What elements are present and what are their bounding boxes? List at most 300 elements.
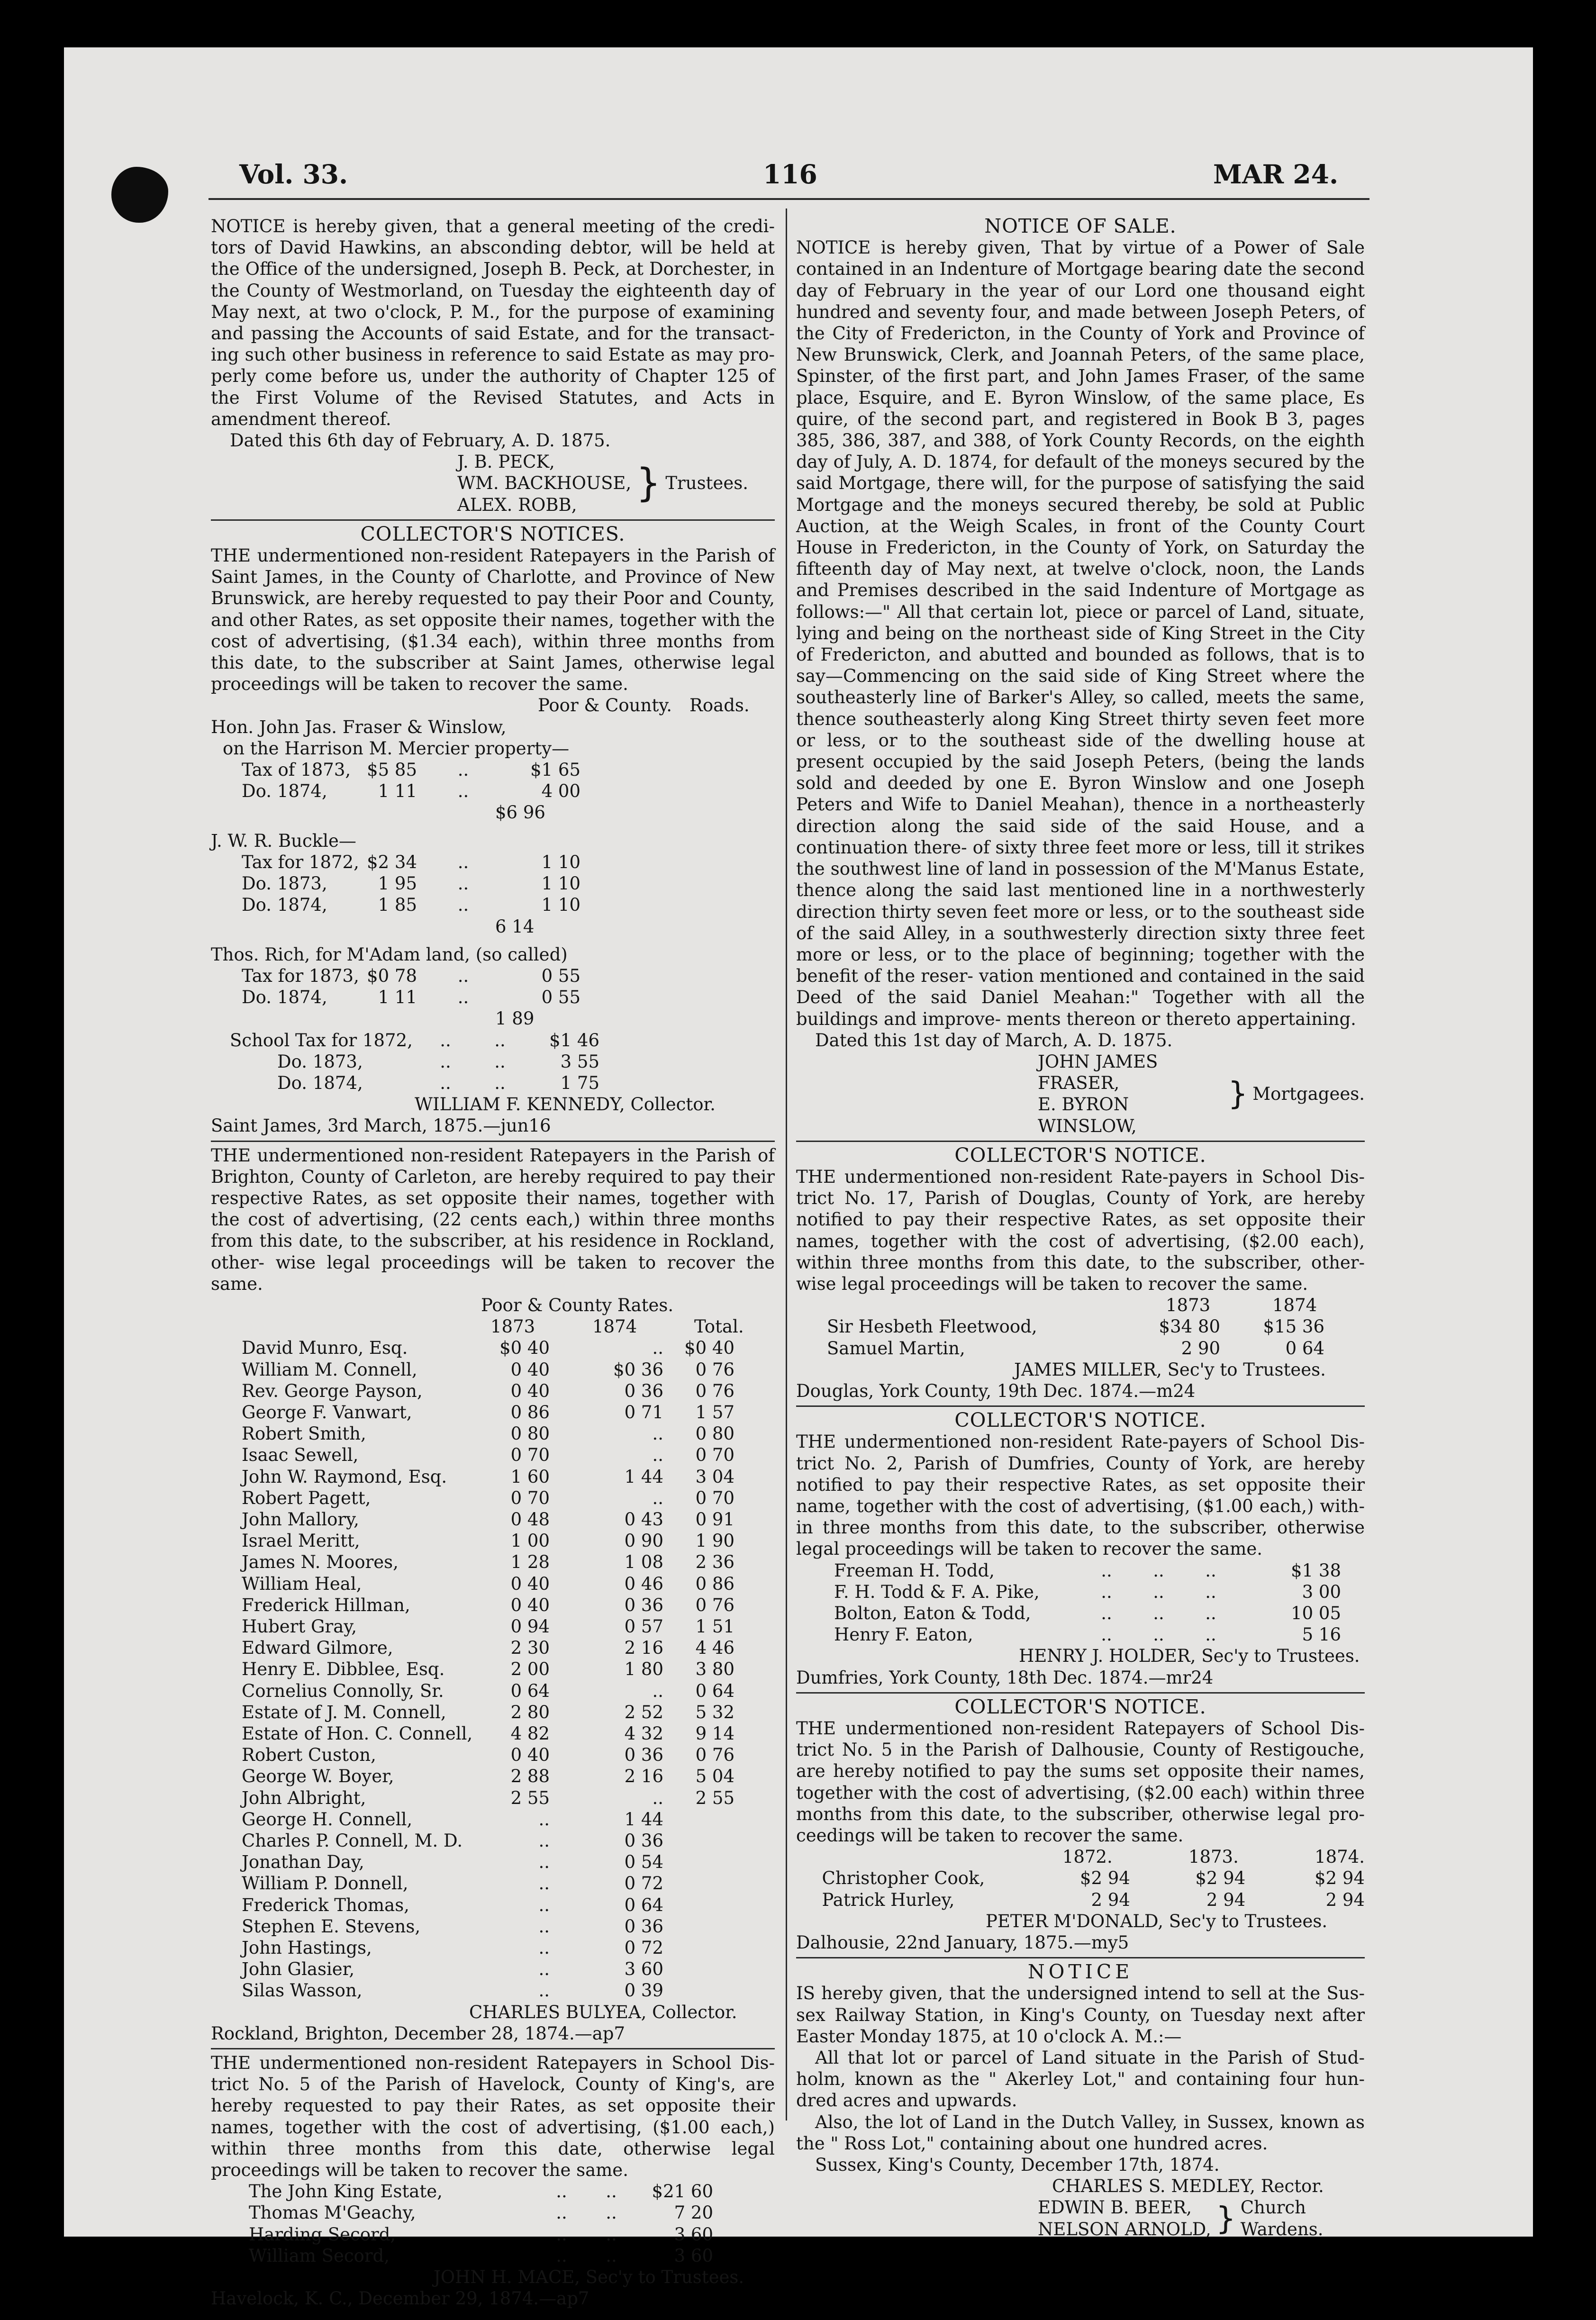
separator <box>211 1141 775 1142</box>
table-cell: 0 70 <box>510 1487 550 1508</box>
year-headings: 1872. 1873. 1874. <box>1062 1847 1365 1867</box>
table-cell: George H. Connell, <box>242 1809 413 1830</box>
table-cell <box>663 1873 735 1894</box>
ratepayer-name: Hon. John Jas. Fraser & Winslow, <box>211 716 507 737</box>
sussex-dated: Sussex, King's County, December 17th, 1874. <box>815 2155 1220 2175</box>
rates-heading: Poor & County Rates. <box>481 1295 674 1315</box>
table-cell: .. <box>457 965 469 986</box>
table-cell <box>211 1958 242 1980</box>
table-cell: 0 76 <box>695 1380 735 1401</box>
table-cell: 1 85 <box>378 895 417 915</box>
table-cell <box>211 1466 242 1487</box>
table-row <box>796 1624 1365 1645</box>
table-cell <box>211 1030 230 1051</box>
notice-text: THE undermentioned non-resident Ratepayers in the Parish of Saint James, in the County of Charlotte, and Province of New Brunswick, are hereby requested to pay their Poor and County, and other Rates, as set opposite their names, together with the cost of advertising, ($1.34 each), within three months from this date, to the subscriber at Saint James, otherwise legal proceedings will be taken to recover the same. <box>211 545 775 695</box>
table-cell: 4 82 <box>510 1723 550 1744</box>
table-cell: .. <box>440 1072 451 1093</box>
table-cell: 0 76 <box>695 1745 735 1766</box>
table-row <box>211 1573 775 1595</box>
table-cell: 1 08 <box>624 1552 663 1573</box>
table-cell: .. <box>494 1030 506 1051</box>
table-cell: Tax for 1873, <box>242 965 359 986</box>
table-cell: 2 16 <box>624 1638 663 1658</box>
table-row <box>796 1581 1365 1603</box>
table-row <box>211 1658 775 1680</box>
table-cell: Israel Meritt, <box>242 1531 360 1551</box>
table-cell: .. <box>538 1809 550 1830</box>
table-cell: .. <box>652 1787 663 1808</box>
table-cell: 0 80 <box>695 1423 735 1444</box>
table-cell: 4 32 <box>624 1723 663 1744</box>
table-cell <box>211 1980 242 2001</box>
table-cell: Bolton, Eaton & Todd, <box>834 1603 1031 1623</box>
brighton-rows <box>211 1337 775 2001</box>
table-row <box>211 1380 775 1402</box>
table-cell <box>796 1560 834 1581</box>
notice-title: NOTICE OF SALE. <box>984 215 1177 237</box>
table-cell: 0 91 <box>695 1509 735 1530</box>
brighton-signature: CHARLES BULYEA, Collector. <box>469 2002 737 2022</box>
table-cell: 0 48 <box>510 1509 550 1530</box>
table-cell: Estate of Hon. C. Connell, <box>242 1723 473 1744</box>
ratepayer-name: J. W. R. Buckle— <box>211 830 356 851</box>
table-cell: .. <box>440 1030 451 1051</box>
notice-text: IS hereby given, that the undersigned intend to sell at the Sus- sex Railway Station, in King's County, on Tuesday next after Easter Monday 1875, at 10 o'clock A. M.:— <box>796 1983 1365 2047</box>
table-cell: William Heal, <box>242 1573 362 1594</box>
table-row <box>211 1595 775 1616</box>
table-cell: 3 80 <box>695 1659 735 1680</box>
table-cell: .. <box>538 1938 550 1958</box>
table-cell: 0 57 <box>624 1616 663 1637</box>
kennedy-school-tax <box>211 1030 775 1094</box>
table-cell: George W. Boyer, <box>242 1766 394 1787</box>
table-cell <box>211 1637 242 1658</box>
school-tax-row <box>211 1030 775 1051</box>
table-cell: .. <box>457 895 469 915</box>
table-cell: .. <box>1101 1560 1112 1581</box>
notice-of-sale <box>796 216 1365 1137</box>
table-cell: Robert Smith, <box>242 1423 366 1444</box>
table-cell: John W. Raymond, Esq. <box>242 1466 447 1487</box>
table-cell: .. <box>538 1980 550 2001</box>
table-cell: .. <box>652 1423 663 1444</box>
table-cell: .. <box>652 1338 663 1359</box>
table-cell: Do. 1874, <box>242 987 327 1008</box>
table-cell: .. <box>606 2224 617 2245</box>
notice-title: NOTICE <box>1027 1960 1134 1984</box>
mcdonald-rows <box>796 1867 1365 1910</box>
table-cell: .. <box>556 2245 567 2266</box>
table-cell <box>211 1530 242 1551</box>
miller-place-date: Douglas, York County, 19th Dec. 1874.—m24 <box>796 1380 1196 1401</box>
table-cell: 9 14 <box>695 1723 735 1744</box>
table-cell <box>663 1958 735 1980</box>
table-cell <box>211 1573 242 1595</box>
table-cell: 10 05 <box>1291 1603 1341 1623</box>
table-cell: 0 64 <box>624 1894 663 1915</box>
table-cell: Cornelius Connolly, Sr. <box>242 1680 444 1701</box>
table-cell: 3 00 <box>1302 1581 1341 1602</box>
table-row <box>211 1980 775 2001</box>
table-cell: $1 65 <box>530 760 580 780</box>
table-cell: John Mallory, <box>242 1509 359 1530</box>
table-cell: Silas Wasson, <box>242 1980 363 2001</box>
table-cell <box>211 1359 242 1380</box>
table-cell: 4 46 <box>695 1638 735 1658</box>
table-cell <box>211 2224 249 2245</box>
table-cell: .. <box>606 2181 617 2202</box>
notice-title: COLLECTOR'S NOTICE. <box>954 1409 1206 1432</box>
table-cell <box>211 1809 242 1830</box>
separator <box>796 1405 1365 1407</box>
table-cell <box>663 1809 735 1830</box>
table-cell: Frederick Hillman, <box>242 1595 410 1615</box>
table-row <box>211 759 775 780</box>
table-cell <box>211 1444 242 1466</box>
separator <box>796 1692 1365 1694</box>
table-cell: $2 94 <box>1195 1868 1246 1889</box>
table-cell: .. <box>440 1051 451 1072</box>
table-cell: 0 71 <box>624 1402 663 1423</box>
table-cell <box>211 1487 242 1509</box>
table-row <box>211 1894 775 1916</box>
table-cell: 3 55 <box>560 1051 599 1072</box>
table-cell <box>211 1380 242 1402</box>
table-cell: 2 80 <box>510 1702 550 1722</box>
table-row <box>211 1359 775 1380</box>
table-cell: $1 46 <box>549 1030 599 1051</box>
notice-text: THE undermentioned non-resident Ratepayers in the Parish of Brighton, County of Carleton, are hereby required to pay their respective Rates, as set opposite their names, together with the cost of advertising, (22 cents each,) within three months from this date, to the subscriber, at his residence in Rockland, other- wise legal proceedings will be taken to recover the same. <box>211 1145 775 1294</box>
table-cell: Thomas M'Geachy, <box>249 2202 416 2223</box>
table-row <box>211 1337 775 1359</box>
table-row <box>211 780 775 802</box>
table-cell: 0 55 <box>541 987 580 1008</box>
table-row <box>211 1766 775 1787</box>
table-cell <box>211 1916 242 1937</box>
table-cell: .. <box>556 2224 567 2245</box>
table-cell: 2 94 <box>1325 1889 1365 1910</box>
table-cell: School Tax for 1872, <box>230 1030 413 1051</box>
table-row <box>211 2224 775 2245</box>
table-cell <box>211 852 242 873</box>
brighton-notice <box>211 1145 775 2045</box>
dumfries-notice <box>796 1410 1365 1688</box>
table-cell <box>211 1830 242 1851</box>
table-cell: Isaac Sewell, <box>242 1445 359 1466</box>
table-cell: 0 80 <box>510 1423 550 1444</box>
table-row <box>211 1744 775 1766</box>
table-cell <box>211 759 242 780</box>
table-row <box>796 1338 1365 1359</box>
table-cell <box>211 987 242 1008</box>
table-cell: $1 38 <box>1291 1560 1341 1581</box>
table-row <box>796 1316 1365 1337</box>
table-cell: .. <box>494 1051 506 1072</box>
table-cell: $21 60 <box>652 2181 713 2202</box>
table-cell: .. <box>652 1487 663 1508</box>
table-row <box>211 852 775 873</box>
table-cell: 0 36 <box>624 1595 663 1615</box>
table-cell: 3 60 <box>674 2245 713 2266</box>
table-cell: Christopher Cook, <box>822 1868 985 1889</box>
table-cell: 4 00 <box>541 781 580 802</box>
holder-place-date: Dumfries, York County, 18th Dec. 1874.—mr24 <box>796 1667 1214 1688</box>
table-cell: .. <box>494 1072 506 1093</box>
table-row <box>211 1444 775 1466</box>
table-cell: .. <box>1153 1603 1164 1623</box>
notice-title: COLLECTOR'S NOTICE. <box>954 1695 1206 1718</box>
table-cell: 2 16 <box>624 1766 663 1787</box>
table-cell <box>663 1916 735 1937</box>
table-cell: 1 10 <box>541 852 580 872</box>
table-cell: 2 52 <box>624 1702 663 1722</box>
table-cell: Harding Secord, <box>249 2224 396 2245</box>
sale-text: NOTICE is hereby given, That by virtue of a Power of Sale contained in an Indenture of Mortgage bearing date the second day of February in the year of our Lord one thousand eight hundred and seventy four, and made between Joseph Peters, of the City of Fredericton, in the County of York and Province of New Brunswick, Clerk, and Joannah Peters, of the same place, Spinster, of the first part, and John James Fraser, of the same place, Esquire, and E. Byron Winslow, of the same place, Es quire, of the second part, and registered in Book B 3, pages 385, 386, 387, and 388, of York County Records, on the eighth day of July, A. D. 1874, for default of the moneys secured by the said Mortgage, there will, for the purpose of satisfying the said Mortgage and the moneys secured thereby, be sold at Public Auction, at the Weigh Scales, in front of the County Court House in Fredericton, in the County of York, on Saturday the fifteenth day of May next, at twelve o'clock, noon, the Lands and Premises described in the said Indenture of Mortgage as follows:—" All that certain lot, piece or parcel of Land, situate, lying and being on the northeast side of King Street in the City of Fredericton, and abutted and bounded as follows, that is to say—Commencing on the said side of King Street where the southeasterly line of Barker's Alley, so called, meets the same, thence southeasterly along King Street thirty seven feet more or less, or to the southeast side of the dwelling house at present occupied by the said Joseph Peters, (being the lands sold and deeded by one E. Byron Winslow and one Joseph Peters and Wife to Daniel Meahan), thence in a northeasterly direction along the said side of the said House, and a continuation there- of sixty three feet more or less, till it strikes the southwest line of land in possession of the M'Manus Estate, thence along the said last mentioned line in a northwesterly direction thirty seven feet more or less, or to the southeast side of the said Alley, in a southwesterly direction sixty three feet more or less, or to the place of beginning; together with the benefit of the reser- vation mentioned and contained in the said Deed of the said Daniel Meahan:" Together with all the buildings and improve- ments thereon or thereto appertaining. <box>796 237 1365 1029</box>
table-cell: 0 46 <box>624 1573 663 1594</box>
table-cell: .. <box>1205 1603 1216 1623</box>
right-column <box>796 216 1365 2240</box>
table-cell: 3 60 <box>674 2224 713 2245</box>
notice-text: THE undermentioned non-resident Ratepayers in School Dis- trict No. 5 of the Parish of Havelock, County of King's, are hereby requested to pay their Rates, as set opposite their names, together with the cost of advertising, ($1.00 each,) within three months from this date, otherwise legal proceedings will be taken to recover the same. <box>211 2053 775 2181</box>
table-cell: 1 11 <box>378 781 417 802</box>
table-cell: Hubert Gray, <box>242 1616 357 1637</box>
table-cell: F. H. Todd & F. A. Pike, <box>834 1581 1040 1602</box>
table-cell: $6 96 <box>495 802 545 823</box>
table-cell: 1 60 <box>510 1466 550 1487</box>
notice-title: COLLECTOR'S NOTICES. <box>360 522 626 545</box>
table-cell: 5 04 <box>695 1766 735 1787</box>
table-cell: .. <box>1205 1581 1216 1602</box>
table-cell: Do. 1873, <box>242 873 327 894</box>
havelock-signature: JOHN H. MACE, Sec'y to Trustees. <box>434 2267 744 2288</box>
table-cell: 0 43 <box>624 1509 663 1530</box>
table-cell: Do. 1874, <box>242 895 327 915</box>
mcdonald-place-date: Dalhousie, 22nd January, 1875.—my5 <box>796 1932 1129 1953</box>
table-cell: $2 34 <box>367 852 417 872</box>
table-cell: 1 44 <box>624 1809 663 1830</box>
holder-signature: HENRY J. HOLDER, Sec'y to Trustees. <box>1019 1646 1360 1667</box>
saint-james-notice <box>211 524 775 1137</box>
table-cell: $0 40 <box>499 1338 550 1359</box>
table-cell <box>211 1937 242 1958</box>
table-cell: Edward Gilmore, <box>242 1638 393 1658</box>
mcdonald-signature: PETER M'DONALD, Sec'y to Trustees. <box>986 1911 1328 1931</box>
table-cell: .. <box>457 781 469 802</box>
separator <box>796 1141 1365 1142</box>
table-cell: William M. Connell, <box>242 1359 417 1380</box>
table-row <box>796 1889 1365 1911</box>
table-cell: 1 11 <box>378 987 417 1008</box>
table-cell: 0 36 <box>624 1831 663 1851</box>
table-cell: John Glasier, <box>242 1959 355 1980</box>
table-cell: $2 94 <box>1315 1868 1365 1889</box>
table-cell: .. <box>1153 1560 1164 1581</box>
table-cell: The John King Estate, <box>249 2181 443 2202</box>
notice-text: THE undermentioned non-resident Ratepayers of School Dis- trict No. 5 in the Parish of Dalhousie, County of Restigouche, are hereby notified to pay the sums set opposite their names, together with the cost of advertising, ($2.00 each) within three months from this date, to the subscriber, otherwise legal pro- ceedings will be taken to recover the same. <box>796 1718 1365 1846</box>
table-cell: .. <box>556 2181 567 2202</box>
miller-rows <box>796 1316 1365 1359</box>
creditors-meeting-notice <box>211 216 775 516</box>
notice-text: THE undermentioned non-resident Rate-payers in School Dis- trict No. 17, Parish of Douglas, County of York, are hereby notified to pay their respective Rates, as set opposite their names, together with the cost of advertising, ($2.00 each), within three months from this date, to the subscriber, other- wise legal proceedings will be taken to recover the same. <box>796 1166 1365 1294</box>
table-row <box>211 1787 775 1809</box>
havelock-notice <box>211 2052 775 2309</box>
table-cell <box>211 1616 242 1637</box>
header-rule <box>209 198 1369 200</box>
table-cell: .. <box>606 2202 617 2223</box>
table-cell: 0 36 <box>624 1380 663 1401</box>
table-cell <box>663 1830 735 1851</box>
table-cell: Freeman H. Todd, <box>834 1560 995 1581</box>
table-cell: $0 40 <box>684 1338 735 1359</box>
mortgagees-signature: JOHN JAMES FRASER, E. BYRON WINSLOW, } Mortgagees. <box>1038 1051 1365 1136</box>
table-cell: .. <box>1101 1624 1112 1645</box>
holder-rows <box>796 1560 1365 1646</box>
table-cell: 0 36 <box>624 1916 663 1937</box>
sale-dated: Dated this 1st day of March, A. D. 1875. <box>815 1030 1173 1051</box>
table-row <box>796 1603 1365 1624</box>
table-cell <box>211 1423 242 1444</box>
table-cell <box>663 1937 735 1958</box>
table-row <box>211 2245 775 2266</box>
table-cell: Tax for 1872, <box>242 852 359 872</box>
table-cell <box>211 1051 277 1072</box>
havelock-place-date: Havelock, K. C., December 29, 1874.—ap7 <box>211 2288 589 2309</box>
table-cell: Do. 1874, <box>242 781 327 802</box>
table-cell: 0 40 <box>510 1745 550 1766</box>
ross-lot-text: Also, the lot of Land in the Dutch Valley, in Sussex, known as the " Ross Lot," containing about one hundred acres. <box>796 2112 1365 2154</box>
table-row <box>211 1551 775 1573</box>
table-cell: Frederick Thomas, <box>242 1894 409 1915</box>
table-row <box>211 1466 775 1487</box>
brighton-place-date: Rockland, Brighton, December 28, 1874.—ap7 <box>211 2023 626 2044</box>
table-cell: .. <box>538 1894 550 1915</box>
table-cell: Stephen E. Stevens, <box>242 1916 421 1937</box>
table-cell: .. <box>1205 1560 1216 1581</box>
trustees-signature: J. B. PECK, WM. BACKHOUSE, ALEX. ROBB, } Trustees. <box>457 452 748 515</box>
table-cell: James N. Moores, <box>242 1552 399 1573</box>
table-row <box>211 1702 775 1723</box>
table-cell: .. <box>457 987 469 1008</box>
table-cell: Robert Custon, <box>242 1745 376 1766</box>
table-cell: 0 54 <box>624 1852 663 1873</box>
table-row <box>211 1680 775 1702</box>
table-cell: Sir Hesbeth Fleetwood, <box>827 1316 1037 1337</box>
table-cell: Do. 1874, <box>277 1072 363 1093</box>
left-column <box>211 216 775 2310</box>
table-cell <box>663 1894 735 1916</box>
table-row <box>211 1809 775 1830</box>
table-cell: 2 36 <box>695 1552 735 1573</box>
table-cell <box>796 1889 822 1911</box>
school-tax-row <box>211 1072 775 1094</box>
table-cell <box>796 1581 834 1603</box>
table-cell: 1 80 <box>624 1659 663 1680</box>
table-cell: 1 51 <box>695 1616 735 1637</box>
table-row <box>211 1530 775 1551</box>
year-headings: 1873 1874 Total. <box>490 1316 744 1337</box>
table-cell: 5 16 <box>1302 1624 1341 1645</box>
table-cell: George F. Vanwart, <box>242 1402 412 1423</box>
havelock-rows <box>211 2181 775 2266</box>
table-row <box>211 1509 775 1530</box>
table-cell: Patrick Hurley, <box>822 1889 955 1910</box>
group-total-row <box>211 1008 775 1029</box>
table-cell: 6 14 <box>495 916 535 937</box>
table-row <box>211 2181 775 2202</box>
kennedy-place-date: Saint James, 3rd March, 1875.—jun16 <box>211 1115 551 1136</box>
table-cell: 0 72 <box>624 1938 663 1958</box>
table-cell <box>211 1551 242 1573</box>
table-cell: 1 00 <box>510 1531 550 1551</box>
table-row <box>211 1958 775 1980</box>
table-row <box>211 1937 775 1958</box>
table-cell: John Hastings, <box>242 1938 372 1958</box>
group-total-row <box>211 916 775 937</box>
table-row <box>211 1616 775 1637</box>
kennedy-groups <box>211 716 775 1030</box>
table-cell <box>211 1337 242 1359</box>
table-cell: 0 90 <box>624 1531 663 1551</box>
table-cell <box>211 1658 242 1680</box>
table-cell: .. <box>1101 1581 1112 1602</box>
meeting-text: NOTICE is hereby given, that a general meeting of the credi- tors of David Hawkins, an absconding debtor, will be held at the Office of the undersigned, Joseph B. Peck, at Dorchester, in the County of Westmorland, on Tuesday the eighteenth day of May next, at two o'clock, P. M., for the purpose of examining and passing the Accounts of said Estate, and for the transact- ing such other business in reference to said Estate as may pro- perly come before us, under the authority of Chapter 125 of the First Volume of the Revised Statutes, and Acts in amendment thereof. <box>211 216 775 429</box>
table-cell <box>211 1702 242 1723</box>
table-cell: .. <box>556 2202 567 2223</box>
table-row <box>211 1830 775 1851</box>
table-cell: $0 36 <box>613 1359 663 1380</box>
table-cell <box>796 1624 834 1645</box>
table-cell: 0 72 <box>624 1873 663 1894</box>
table-cell: 1 95 <box>378 873 417 894</box>
table-cell: .. <box>538 1873 550 1894</box>
group-total-row <box>211 802 775 823</box>
table-cell <box>211 873 242 894</box>
table-cell: $5 85 <box>367 760 417 780</box>
table-cell <box>663 1980 735 2001</box>
separator <box>211 2048 775 2049</box>
table-cell: Rev. George Payson, <box>242 1380 423 1401</box>
table-cell <box>796 1316 827 1337</box>
table-cell <box>211 2181 249 2202</box>
table-cell: 2 90 <box>1181 1338 1220 1359</box>
table-cell: 0 55 <box>541 965 580 986</box>
year-headings: 1873 1874 <box>1166 1295 1317 1316</box>
separator <box>211 519 775 521</box>
table-row <box>211 1851 775 1873</box>
table-cell: 2 55 <box>695 1787 735 1808</box>
table-cell: Samuel Martin, <box>827 1338 965 1359</box>
table-cell: 2 94 <box>1206 1889 1246 1910</box>
table-row <box>796 1560 1365 1581</box>
table-cell: 0 70 <box>695 1487 735 1508</box>
table-cell <box>211 1595 242 1616</box>
table-cell: 2 94 <box>1091 1889 1130 1910</box>
table-cell: 5 32 <box>695 1702 735 1722</box>
table-row <box>211 965 775 987</box>
table-cell: .. <box>652 1680 663 1701</box>
table-cell: .. <box>538 1916 550 1937</box>
table-cell: 1 75 <box>560 1072 599 1093</box>
table-cell: 0 36 <box>624 1745 663 1766</box>
meeting-dated: Dated this 6th day of February, A. D. 1875. <box>230 430 611 451</box>
column-divider <box>786 208 787 2121</box>
wardens-signature: EDWIN B. BEER, NELSON ARNOLD, } Church Wardens. <box>1038 2197 1324 2239</box>
table-cell: William Secord, <box>249 2245 390 2266</box>
notice-title: COLLECTOR'S NOTICE. <box>954 1143 1206 1167</box>
table-cell: 2 30 <box>510 1638 550 1658</box>
notice-text: THE undermentioned non-resident Rate-payers of School Dis- trict No. 2, Parish of Dumfries, County of York, are hereby notified to pay their respective Rates, as set opposite their name, together with the cost of advertising, ($1.00 each,) with- in three months from this date, to the subscriber, otherwise legal proceedings will be taken to recover the same. <box>796 1432 1365 1559</box>
table-cell: .. <box>538 1831 550 1851</box>
